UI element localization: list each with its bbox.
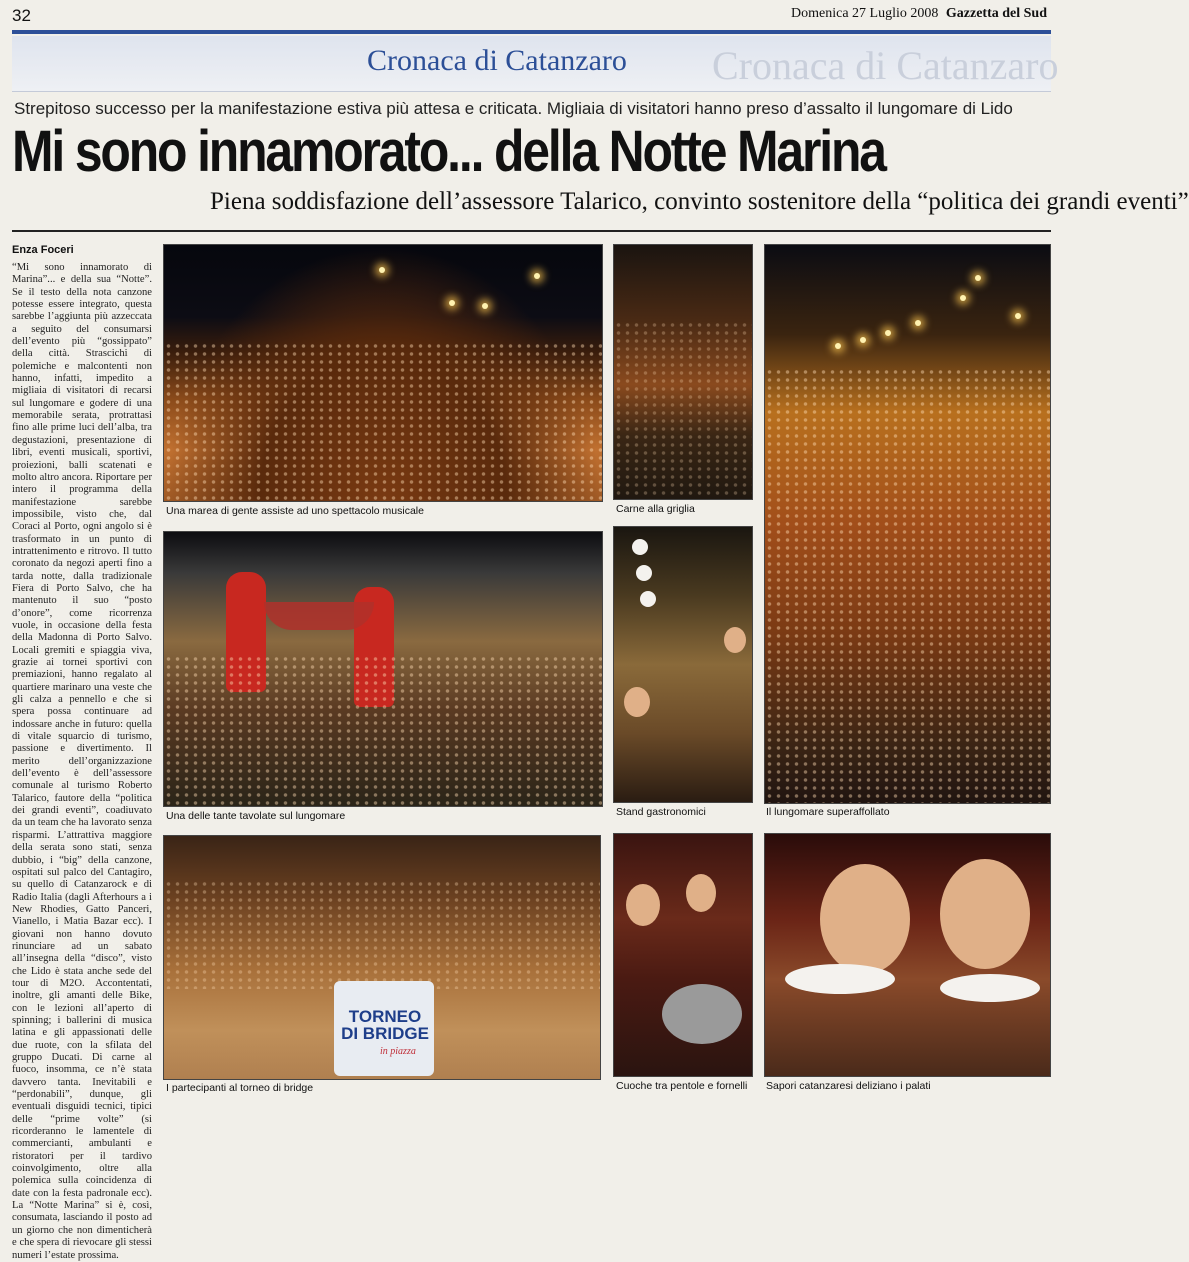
caption-stand: Stand gastronomici bbox=[616, 806, 706, 818]
caption-tables: Una delle tante tavolate sul lungomare bbox=[166, 810, 346, 822]
crowd bbox=[164, 342, 602, 501]
headline: Mi sono innamorato... della Notte Marina bbox=[12, 119, 885, 184]
article-body: “Mi sono innamorato di Marina”... e della sua “Notte”. Se il testo della nota canzone potesse essere integrato, questa sarebbe l’aggiunta più azzeccata a seguito del consumarsi dell’evento più “gossippato” della città. Strascichi di polemiche e malcontenti non hanno, infatti, impedito a migliaia di visitatori di recarsi sul lungomare e godere di una memorabile serata, protrattasi fino alle prime luci dell’alba, tra degustazioni, presentazione di libri, eventi musicali, sportivi, proiezioni, balli scatenati e molto altro ancora. Riportare per intero il programma della manifestazione sarebbe impossibile, visto che, dal Coraci al Porto, ogni angolo si è trasformato in un punto di intrattenimento e ritrovo. Il tutto coronato da negozi aperti fino a tarda notte, dalla tradizionale Fiera di Porto Salvo, che ha mantenuto il suo “posto d’onore”, come ricorrenza vuole, in occasione della festa della Madonna di Porto Salvo. Locali gremiti e spiaggia viva, grazie ai tornei sportivi con premiazioni, hanno regalato al quartiere marinaro una veste che gli calza a pennello e che si spera possa continuare ad indossare anche in futuro: quella di vitale squarcio di turismo, passione e divertimento. Il merito dell’organizzazione dell’evento è dell’assessore comunale al turismo Roberto Talarico, fautore della “politica dei grandi eventi”, coadiuvato da un team che ha lavorato senza risparmi. L’attrattiva maggiore della serata sono stati, senza dubbio, i “big” della canzone, ospitati sul palco del Cantagiro, su quello di Catanzarock e di Radio Italia (dagli Afterhours a i New Rhodies, Gatto Panceri, Vianello, i Matia Bazar ecc). I giovani non hanno dovuto rinunciare ad un sabato all’insegna della “disco”, visto che Lido è stata anche sede del tour di M2O. Accontentati, inoltre, gli amanti delle Bike, con le lezioni all’aperto di spinning; i ballerini di musica latina e gli appassionati delle due ruote, con la sfilata del gruppo Ducati. Di carne al fuoco, insomma, ce n’è stata davvero tanta. Inevitabili e “perdonabili”, dunque, gli eventuali disguidi tecnici, tipici delle “prime volte” (si ricorderanno le lamentele di commercianti, ambulanti e ristoratori per il tardivo coinvolgimento, oltre alla polemica sulla coincidenza di date con la festa padronale ecc). La “Notte Marina” si è, così, consumata, lasciando il posto ad un giorno che non dimenticherà e che spera di rievocare gli stessi numeri l’estate prossima. bbox=[12, 262, 153, 1261]
man-face bbox=[940, 859, 1030, 969]
players bbox=[164, 880, 600, 989]
section-title-ghost: Cronaca di Catanzaro bbox=[712, 43, 1059, 88]
caption-cooks: Cuoche tra pentole e fornelli bbox=[616, 1080, 748, 1092]
kicker: Strepitoso successo per la manifestazione estiva più attesa e criticata. Migliaia di visitatori hanno preso d’assalto il lungomare di Lido bbox=[14, 99, 1013, 118]
lantern bbox=[636, 565, 652, 581]
tasting-photo bbox=[764, 833, 1051, 1077]
tables-photo bbox=[163, 531, 603, 807]
arch bbox=[264, 602, 374, 630]
bridge-banner-subtext: in piazza bbox=[380, 1046, 416, 1057]
cook-face bbox=[626, 884, 660, 926]
section-band bbox=[12, 36, 1059, 92]
cooking-pot bbox=[662, 984, 742, 1044]
street-lamp bbox=[860, 337, 866, 343]
top-rule bbox=[12, 30, 1051, 34]
lantern bbox=[632, 539, 648, 555]
crowd bbox=[765, 368, 1050, 803]
street-lamp bbox=[1015, 313, 1021, 319]
street-lamp bbox=[885, 330, 891, 336]
caption-tasting: Sapori catanzaresi deliziano i palati bbox=[766, 1080, 931, 1092]
crowd bbox=[614, 321, 752, 499]
street-lamp bbox=[379, 267, 385, 273]
food-stand-photo bbox=[613, 526, 753, 803]
caption-boulevard: Il lungomare superaffollato bbox=[766, 806, 890, 818]
crowd-photo bbox=[163, 244, 603, 502]
cook-face bbox=[686, 874, 716, 912]
grill-photo bbox=[613, 244, 753, 500]
byline: Enza Foceri bbox=[12, 244, 74, 256]
section-title: Cronaca di Catanzaro bbox=[367, 44, 627, 77]
street-lamp bbox=[534, 273, 540, 279]
newspaper-name: Gazzetta del Sud bbox=[945, 6, 1047, 21]
street-lamp bbox=[975, 275, 981, 281]
bridge-photo bbox=[163, 835, 601, 1080]
masthead bbox=[791, 6, 1047, 22]
man-face bbox=[820, 864, 910, 974]
caption-grill: Carne alla griglia bbox=[616, 503, 695, 515]
street-lamp bbox=[449, 300, 455, 306]
person bbox=[624, 687, 650, 717]
plate bbox=[785, 964, 895, 994]
boulevard-photo bbox=[764, 244, 1051, 804]
street-lamp bbox=[482, 303, 488, 309]
plate bbox=[940, 974, 1040, 1002]
person bbox=[724, 627, 746, 653]
street-lamp bbox=[960, 295, 966, 301]
cooks-photo bbox=[613, 833, 753, 1077]
street-lamp bbox=[915, 320, 921, 326]
crowd bbox=[164, 655, 602, 806]
page-number: 32 bbox=[12, 6, 31, 25]
issue-date: Domenica 27 Luglio 2008 bbox=[791, 6, 939, 21]
subheadline: Piena soddisfazione dell’assessore Talarico, convinto sostenitore della “politica dei grandi eventi” bbox=[210, 188, 1189, 215]
caption-bridge: I partecipanti al torneo di bridge bbox=[166, 1082, 314, 1094]
subhead-rule bbox=[12, 230, 1051, 232]
lantern bbox=[640, 591, 656, 607]
street-lamp bbox=[835, 343, 841, 349]
bridge-banner-text: TORNEO DI BRIDGE bbox=[341, 1007, 429, 1043]
caption-crowd: Una marea di gente assiste ad uno spettacolo musicale bbox=[166, 505, 424, 517]
